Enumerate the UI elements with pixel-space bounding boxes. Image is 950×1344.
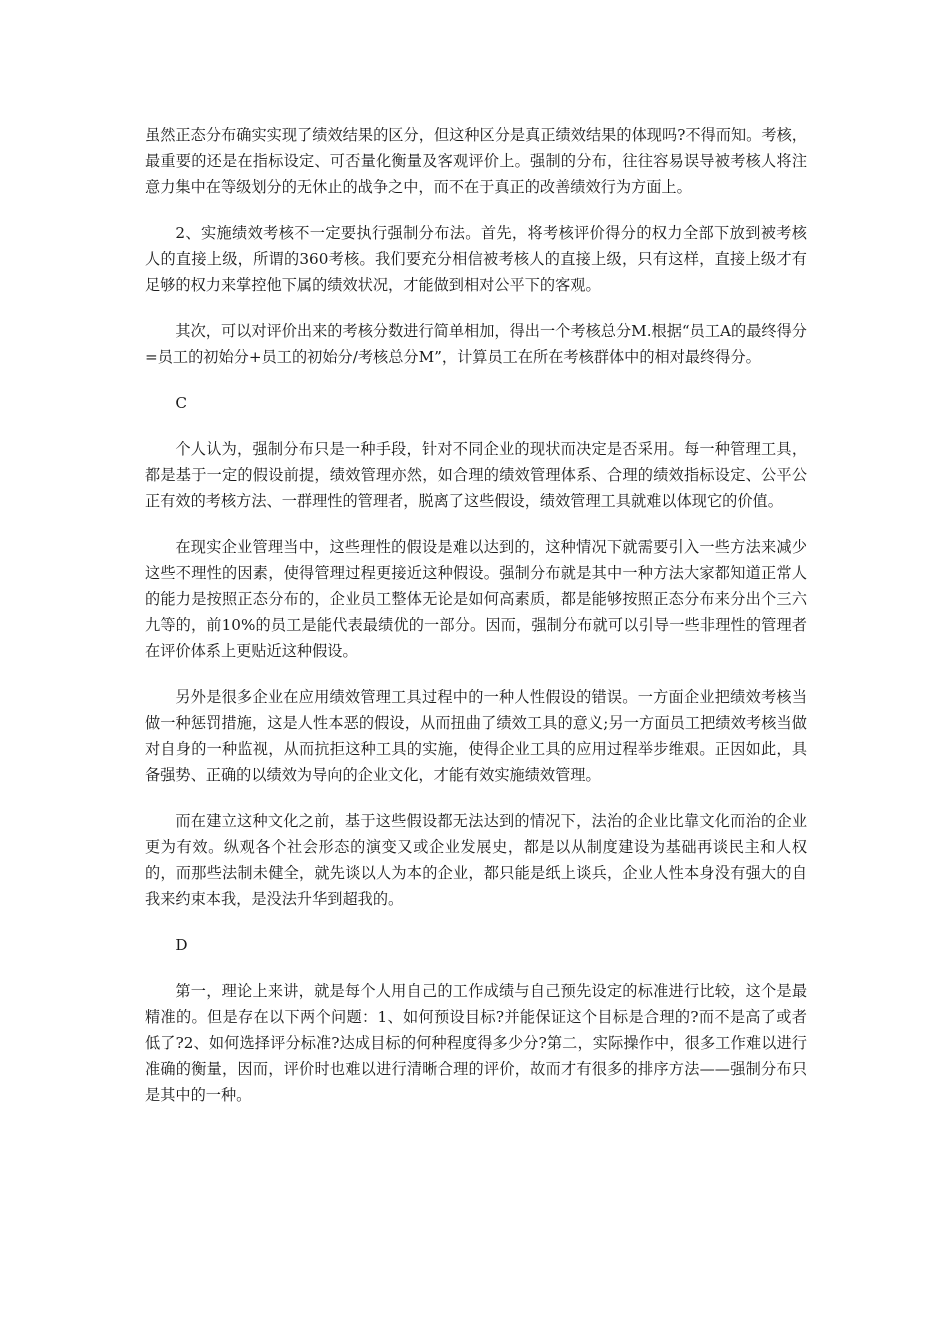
paragraph-normal-distribution: 虽然正态分布确实实现了绩效结果的区分，但这种区分是真正绩效结果的体现吗?不得而知。考核，最重要的还是在指标设定、可否量化衡量及客观评价上。强制的分布，往往容易误导被考核人将注意力集中在等级划分的无休止的战争之中，而不在于真正的改善绩效行为方面上。 <box>145 126 807 196</box>
section-heading-c: C <box>175 394 188 412</box>
paragraph-personal-view: 个人认为，强制分布只是一种手段，针对不同企业的现状而决定是否采用。每一种管理工具，都是基于一定的假设前提，绩效管理亦然，如合理的绩效管理体系、合理的绩效指标设定、公平公正有效的考核方法、一群理性的管理者，脱离了这些假设，绩效管理工具就难以体现它的价值。 <box>145 440 807 510</box>
document-body <box>145 122 807 1128</box>
section-heading-d: D <box>175 936 188 954</box>
paragraph-human-assumption: 另外是很多企业在应用绩效管理工具过程中的一种人性假设的错误。一方面企业把绩效考核当做一种惩罚措施，这是人性本恶的假设，从而扭曲了绩效工具的意义;另一方面员工把绩效考核当做对自身的一种监视，从而抗拒这种工具的实施，使得企业工具的应用过程举步维艰。正因如此，具备强势、正确的以绩效为导向的企业文化，才能有效实施绩效管理。 <box>145 688 807 784</box>
paragraph-reality: 在现实企业管理当中，这些理性的假设是难以达到的，这种情况下就需要引入一些方法来减少这些不理性的因素，使得管理过程更接近这种假设。强制分布就是其中一种方法大家都知道正常人的能力是按照正态分布的，企业员工整体无论是如何高素质，都是能够按照正态分布来分出个三六九等的，前10%的员工是能代表最绩优的一部分。因而，强制分布就可以引导一些非理性的管理者在评价体系上更贴近这种假设。 <box>145 538 807 660</box>
paragraph-first-theory: 第一，理论上来讲，就是每个人用自己的工作成绩与自己预先设定的标准进行比较，这个是最精准的。但是存在以下两个问题：1、如何预设目标?并能保证这个目标是合理的?而不是高了或者低了?2、如何选择评分标准?达成目标的何种程度得多少分?第二，实际操作中，很多工作难以进行准确的衡量，因而，评价时也难以进行清晰合理的评价，故而才有很多的排序方法——强制分布只是其中的一种。 <box>145 982 807 1104</box>
paragraph-point-2: 2、实施绩效考核不一定要执行强制分布法。首先，将考核评价得分的权力全部下放到被考核人的直接上级，所谓的360考核。我们要充分相信被考核人的直接上级，只有这样，直接上级才有足够的权力来掌控他下属的绩效状况，才能做到相对公平下的客观。 <box>145 224 807 294</box>
paragraph-secondly: 其次，可以对评价出来的考核分数进行简单相加，得出一个考核总分M.根据“员工A的最终得分=员工的初始分+员工的初始分/考核总分M”，计算员工在所在考核群体中的相对最终得分。 <box>145 322 807 366</box>
paragraph-rule-of-law: 而在建立这种文化之前，基于这些假设都无法达到的情况下，法治的企业比靠文化而治的企业更为有效。纵观各个社会形态的演变又或企业发展史，都是以从制度建设为基础再谈民主和人权的，而那些法制未健全，就先谈以人为本的企业，都只能是纸上谈兵，企业人性本身没有强大的自我来约束本我，是没法升华到超我的。 <box>145 812 807 908</box>
